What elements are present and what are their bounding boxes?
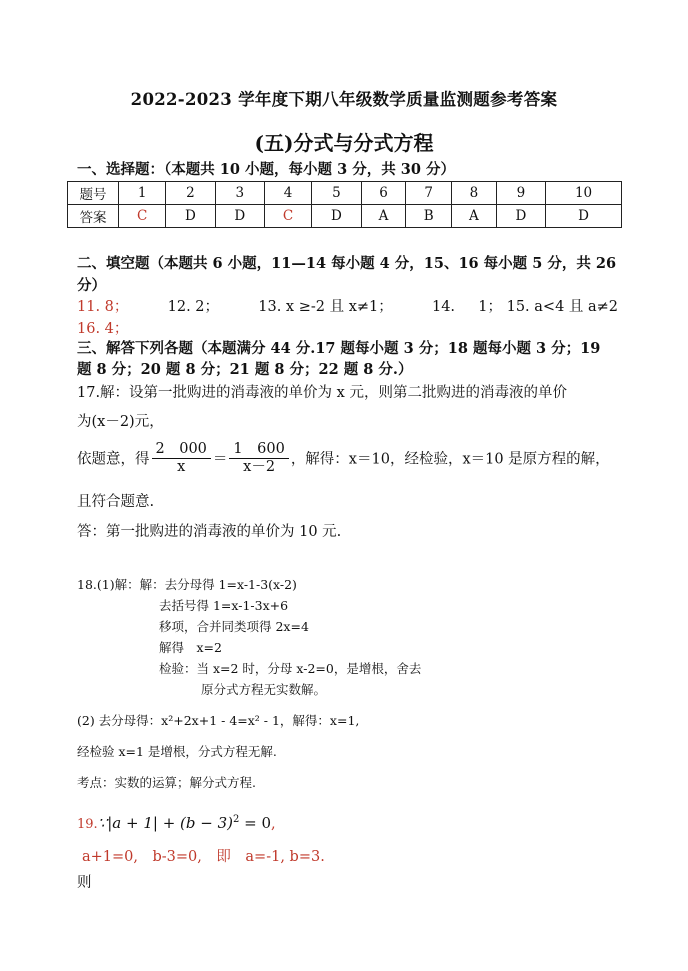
q17-answer: 答：第一批购进的消毒液的单价为 10 元. <box>77 524 342 540</box>
answer-table <box>67 181 622 228</box>
q18-2-line3: 考点：实数的运算；解分式方程. <box>77 775 256 790</box>
q18-1-line1: 18.(1)解：解：去分母得 1=x-1-3(x-2) <box>77 577 297 592</box>
q17-line4: 且符合题意. <box>77 494 155 510</box>
q19-line1 <box>77 814 276 832</box>
q19-comma: , <box>271 816 276 832</box>
q18-1-line6: 原分式方程无实数解。 <box>201 682 327 697</box>
q18-2-line1: (2) 去分母得：x²+2x+1 - 4=x² - 1，解得：x=1, <box>77 713 360 728</box>
q17-eq-suffix: ，解得：x＝10，经检验，x＝10 是原方程的解， <box>290 451 610 468</box>
q17-fraction-1-numerator: 2 000 <box>152 441 211 459</box>
q18-2-line2: 经检验 x=1 是增根，分式方程无解. <box>77 744 277 759</box>
answer-13: x ≥-2 且 x≠1； <box>285 299 393 315</box>
answer-cell: C <box>119 205 166 228</box>
q17-fraction-1 <box>152 441 211 475</box>
section1-heading: 一、选择题：（本题共 10 小题，每小题 3 分，共 30 分） <box>77 161 455 178</box>
section2-heading-line2: 分） <box>77 277 106 294</box>
question-number: 10 <box>546 182 622 205</box>
answer-cell: C <box>264 205 311 228</box>
q19-number: 19. <box>77 817 98 832</box>
q17-fraction-2-numerator: 1 600 <box>229 441 288 459</box>
answer-14: 1； <box>478 299 502 315</box>
q17-fraction-2 <box>229 441 288 475</box>
q18-1-line5: 检验：当 x=2 时，分母 x-2=0，是增根，舍去 <box>159 661 422 676</box>
section3-heading-line1: 三、解答下列各题（本题满分 44 分.17 题每小题 3 分；18 题每小题 3 分；19 <box>77 340 601 357</box>
q17-fraction-1-denominator: x <box>177 458 186 475</box>
question-number: 9 <box>496 182 545 205</box>
answer-15: 15. a<4 且 a≠2 <box>506 299 619 315</box>
answer-16: 16. 4； <box>77 321 129 337</box>
answer-cell: A <box>361 205 406 228</box>
answer-cell: D <box>546 205 622 228</box>
answer-cell: D <box>312 205 361 228</box>
row-label-questions: 题号 <box>68 182 119 205</box>
q17-eq-prefix: 依题意，得 <box>77 451 150 468</box>
question-number: 2 <box>166 182 215 205</box>
q18-1-line3: 移项，合并同类项得 2x=4 <box>159 619 309 634</box>
q19-line3: 则 <box>77 875 92 891</box>
q18-1-line2: 去括号得 1=x-1-3x+6 <box>159 598 289 613</box>
question-number: 5 <box>312 182 361 205</box>
question-number: 6 <box>361 182 406 205</box>
q19-equals-zero: = 0 <box>239 814 272 832</box>
q17-equals: ＝ <box>212 451 228 468</box>
section3-heading-line2: 题 8 分；20 题 8 分；21 题 8 分；22 题 8 分.） <box>77 361 413 378</box>
q17-line1: 17.解：设第一批购进的消毒液的单价为 x 元，则第二批购进的消毒液的单价 <box>77 385 567 401</box>
answer-cell: D <box>215 205 264 228</box>
answer-cell: B <box>406 205 452 228</box>
question-number: 1 <box>119 182 166 205</box>
page-subtitle: (五)分式与分式方程 <box>254 131 434 155</box>
question-number: 7 <box>406 182 452 205</box>
answer-12: 12. 2； <box>167 299 220 315</box>
q17-equation-line <box>77 441 610 475</box>
table-row-questions <box>68 182 622 205</box>
question-number: 4 <box>264 182 311 205</box>
q19-exponent: 2 <box>233 814 240 826</box>
question-number: 8 <box>451 182 496 205</box>
q17-fraction-2-denominator: x－2 <box>243 458 276 475</box>
answer-13-number: 13. <box>258 299 282 315</box>
answer-14-number: 14. <box>431 299 456 315</box>
q18-1-line4: 解得 x=2 <box>159 640 222 655</box>
table-row-answers <box>68 205 622 228</box>
q19-expression: ∵|a + 1| + (b − 3) <box>97 814 233 832</box>
answer-11: 11. 8； <box>77 299 129 315</box>
page-title: 2022-2023 学年度下期八年级数学质量监测题参考答案 <box>130 90 558 109</box>
answer-cell: D <box>166 205 215 228</box>
answer-cell: A <box>451 205 496 228</box>
q17-line2: 为(x－2)元， <box>77 414 164 430</box>
row-label-answers: 答案 <box>68 205 119 228</box>
section2-heading-line1: 二、填空题（本题共 6 小题，11—14 每小题 4 分，15、16 每小题 5 分，共 26 <box>77 255 617 272</box>
q19-line2: a+1=0, b-3=0, 即 a=-1, b=3. <box>82 849 325 865</box>
question-number: 3 <box>215 182 264 205</box>
answer-cell: D <box>496 205 545 228</box>
fill-blank-answers <box>77 295 618 316</box>
